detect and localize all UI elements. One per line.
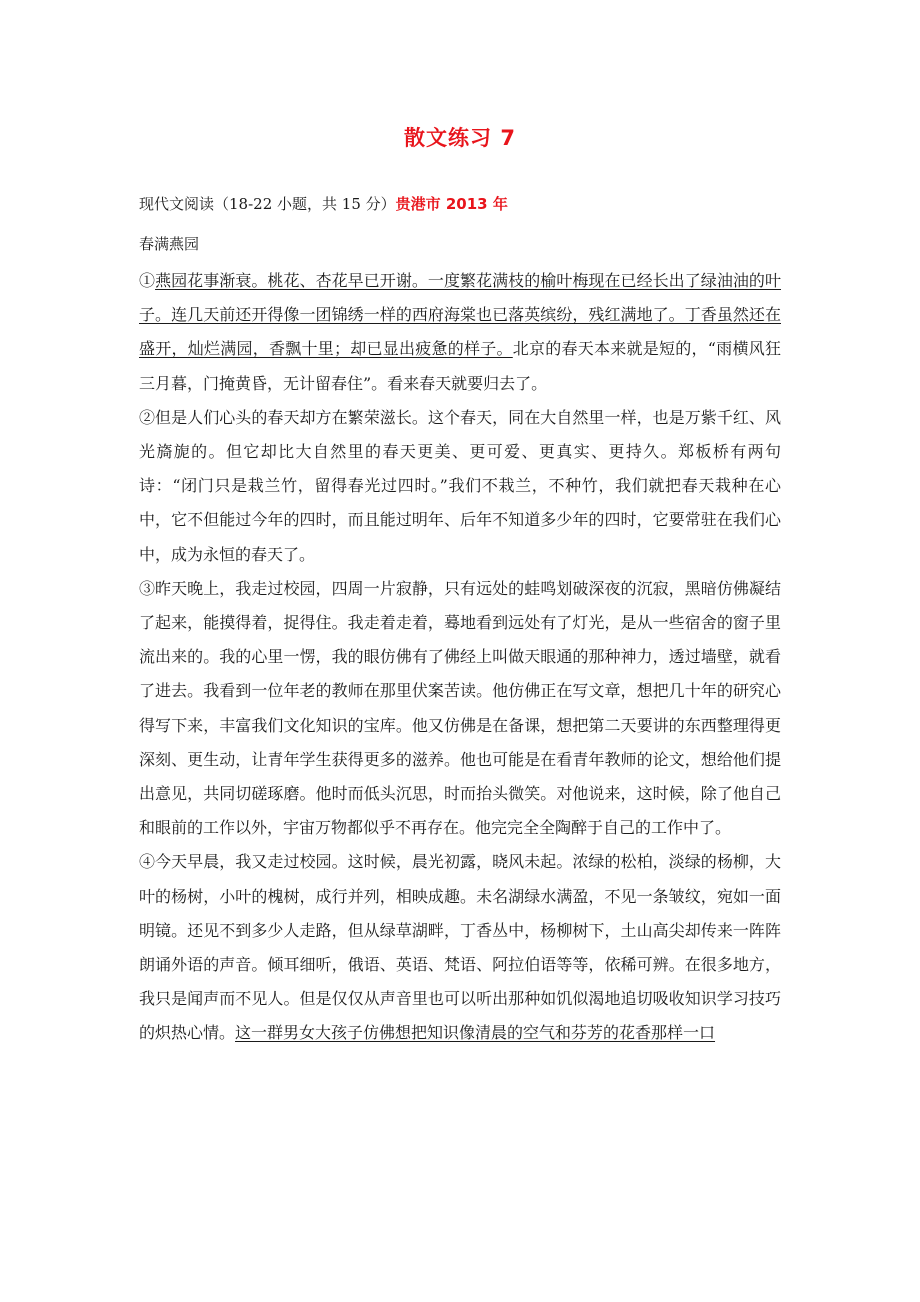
paragraph-4	[139, 845, 781, 1050]
question-source: 贵港市 2013 年	[395, 195, 508, 213]
paragraph-3: ③昨天晚上，我走过校园，四周一片寂静，只有远处的蛙鸣划破深夜的沉寂，黑暗仿佛凝结了起来，能摸得着，捉得住。我走着走着，蓦地看到远处有了灯光，是从一些宿舍的窗子里流出来的。我的心里一愣，我的眼仿佛有了佛经上叫做天眼通的那种神力，透过墙壁，就看了进去。我看到一位年老的教师在那里伏案苦读。他仿佛正在写文章，想把几十年的研究心得写下来，丰富我们文化知识的宝库。他又仿佛是在备课，想把第二天要讲的东西整理得更深刻、更生动，让青年学生获得更多的滋养。他也可能是在看青年教师的论文，想给他们提出意见，共同切磋琢磨。他时而低头沉思，时而抬头微笑。对他说来，这时候，除了他自己和眼前的工作以外，宇宙万物都似乎不再存在。他完完全全陶醉于自己的工作中了。	[139, 578, 781, 838]
essay-title: 春满燕园	[139, 235, 200, 253]
page-title: 散文练习 7	[404, 126, 516, 150]
paragraph-1-rest: 北京的春天本来就是短的，“雨横风狂三月暮，门掩黄昏，无计留春住”。看来春天就要归去了。	[139, 339, 781, 393]
paragraph-1-marker: ①	[139, 271, 156, 290]
paragraph-1-underlined: 燕园花事渐衰。桃花、杏花早已开谢。一度繁花满枝的榆叶梅现在已经长出了绿油油的叶子。连几天前还开得像一团锦绣一样的西府海棠也已落英缤纷，残红满地了。丁香虽然还在盛开，灿烂满园，香飘十里；却已显出疲惫的样子。	[139, 271, 781, 359]
question-header	[139, 193, 508, 214]
paragraph-4-underlined: 这一群男女大孩子仿佛想把知识像清晨的空气和芬芳的花香那样一口	[235, 1023, 716, 1043]
paragraph-4-text: ④今天早晨，我又走过校园。这时候，晨光初露，晓风未起。浓绿的松柏，淡绿的杨柳，大叶的杨树，小叶的槐树，成行并列，相映成趣。未名湖绿水满盈，不见一条皱纹，宛如一面明镜。还见不到多少人走路，但从绿草湖畔，丁香丛中，杨柳树下，土山高尖却传来一阵阵朗诵外语的声音。倾耳细听，俄语、英语、梵语、阿拉伯语等等，依稀可辨。在很多地方，我只是闻声而不见人。但是仅仅从声音里也可以听出那种如饥似渴地追切吸收知识学习技巧的炽热心情。	[139, 852, 781, 1043]
paragraph-1	[139, 264, 781, 401]
essay-body	[139, 264, 781, 1051]
question-intro: 现代文阅读（18-22 小题，共 15 分）	[139, 195, 396, 213]
paragraph-2: ②但是人们心头的春天却方在繁荣滋长。这个春天，同在大自然里一样，也是万紫千红、风光旖旎的。但它却比大自然里的春天更美、更可爱、更真实、更持久。郑板桥有两句诗：“闭门只是栽兰竹，留得春光过四时。”我们不栽兰，不种竹，我们就把春天栽种在心中，它不但能过今年的四时，而且能过明年、后年不知道多少年的四时，它要常驻在我们心中，成为永恒的春天了。	[139, 407, 781, 564]
